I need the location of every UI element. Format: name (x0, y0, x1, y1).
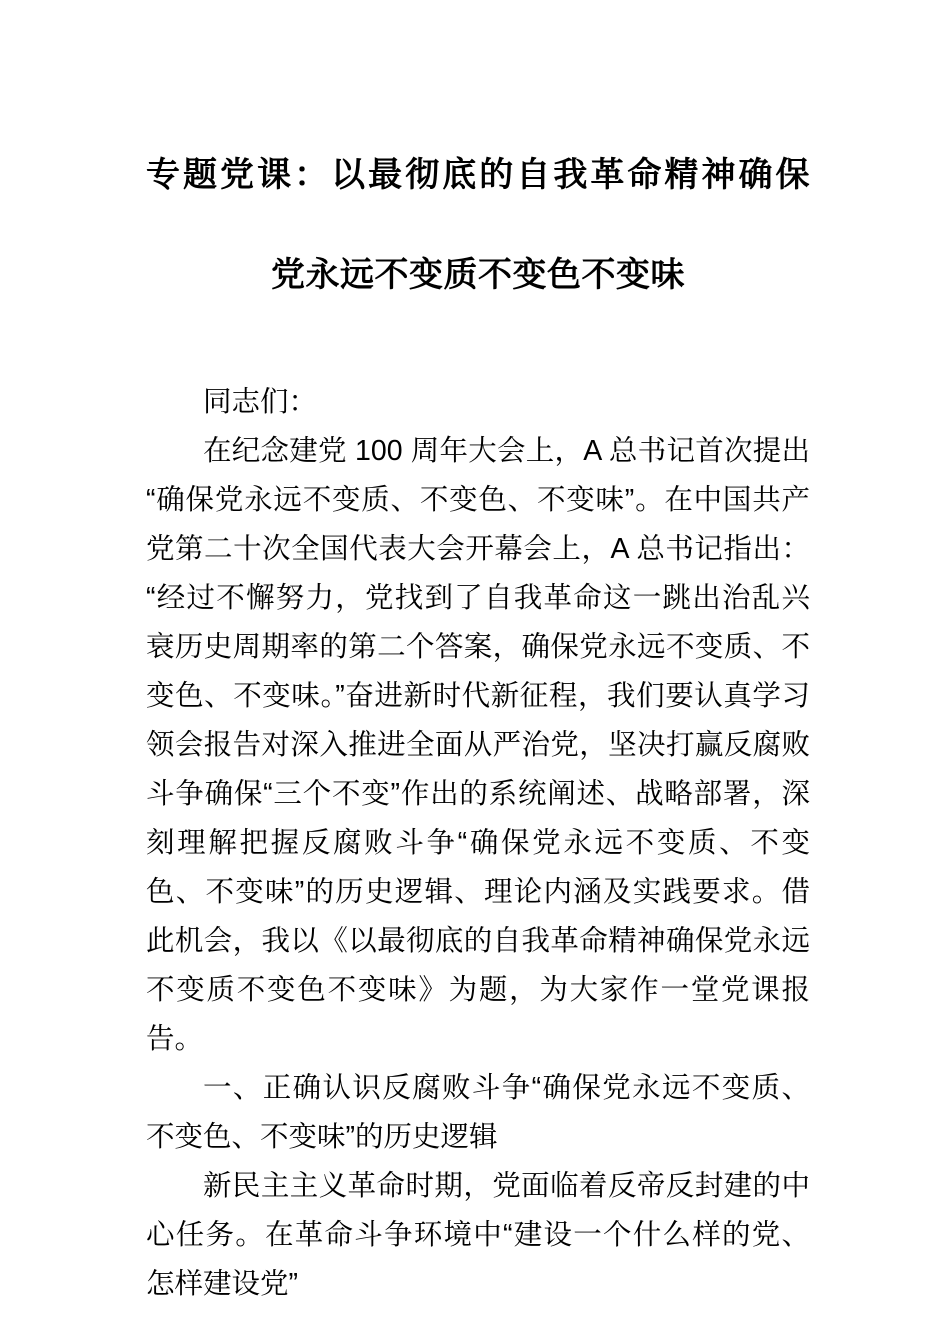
document-body (146, 292, 810, 1309)
paragraph-intro: 在纪念建党 100 周年大会上，A 总书记首次提出“确保党永远不变质、不变色、不变味”。在中国共产党第二十次全国代表大会开幕会上，A 总书记指出：“经过不懈努力，党找到了自我革命这一跳出治乱兴衰历史周期率的第二个答案，确保党永远不变质、不变色、不变味。”奋进新时代新征程，我们要认真学习领会报告对深入推进全面从严治党，坚决打赢反腐败斗争确保“三个不变”作出的系统阐述、战略部署，深刻理解把握反腐败斗争“确保党永远不变质、不变色、不变味”的历史逻辑、理论内涵及实践要求。借此机会，我以《以最彻底的自我革命精神确保党永远不变质不变色不变味》为题，为大家作一堂党课报告。 (146, 435, 810, 1055)
salutation: 同志们： (203, 386, 318, 418)
section-one-heading: 一、正确认识反腐败斗争“确保党永远不变质、不变色、不变味”的历史逻辑 (146, 1072, 810, 1153)
page-content (146, 0, 810, 1309)
document-title-line-1: 专题党课：以最彻底的自我革命精神确保 (146, 156, 810, 194)
section-one-body: 新民主主义革命时期，党面临着反帝反封建的中心任务。在革命斗争环境中“建设一个什么样的党、怎样建设党” (146, 1170, 810, 1300)
document-title-line-2: 党永远不变质不变色不变味 (271, 256, 685, 294)
